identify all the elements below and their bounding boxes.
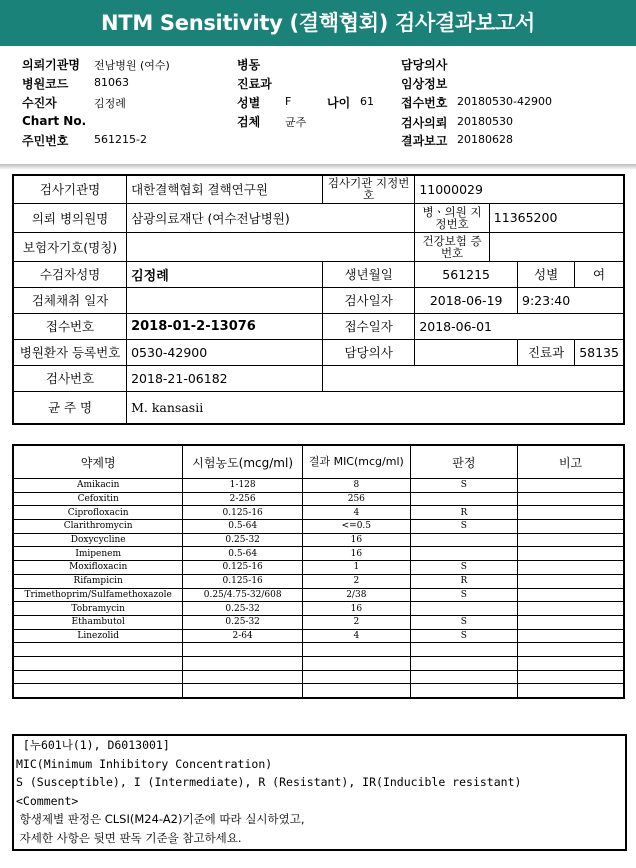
req-code-label: 병ㆍ의원 지정번호 <box>415 203 489 232</box>
health-ins-label: 건강보험 증번호 <box>415 232 489 261</box>
reg-label: 병원환자 등록번호 <box>13 339 127 365</box>
collect-date-label: 검체채취 일자 <box>13 287 127 313</box>
requesting-institution-value: 전남병원 (여수) <box>94 59 170 72</box>
table-row <box>13 643 624 657</box>
table-row <box>13 629 624 643</box>
cell-interp: R <box>410 506 517 520</box>
cell-remark <box>518 629 624 643</box>
table-row <box>13 492 624 506</box>
age-label: 나이 <box>327 96 351 110</box>
col-drug: 약제명 <box>13 445 183 479</box>
ward-label: 병동 <box>237 58 261 72</box>
col-test-range: 시험농도(mcg/ml) <box>183 445 303 479</box>
table-row <box>13 656 624 670</box>
test-time-value: 9:23:40 <box>518 287 625 313</box>
dept-cell-value: 58135 <box>575 339 624 365</box>
cell-drug <box>13 670 183 684</box>
reg-value: 0530-42900 <box>127 339 323 365</box>
inst-value: 대한결핵협회 결핵연구원 <box>127 175 323 203</box>
accession-number-label: 접수번호 <box>401 96 448 110</box>
sex-value: F <box>285 95 292 108</box>
patient-label: 수진자 <box>22 96 57 110</box>
req-value: 삼광의료재단 (여수전남병원) <box>127 203 415 232</box>
cell-drug <box>13 643 183 657</box>
col-interpretation: 판정 <box>410 445 517 479</box>
acc-label: 접수번호 <box>13 313 127 339</box>
cell-remark <box>518 506 624 520</box>
cell-interp: S <box>410 629 517 643</box>
cell-mic: 4 <box>302 506 410 520</box>
cell-remark <box>518 615 624 629</box>
specimen-value: 균주 <box>285 116 307 129</box>
health-ins-value <box>489 232 624 261</box>
patient-name-label: 수검자성명 <box>13 261 127 287</box>
cell-interp: S <box>410 520 517 534</box>
table-row <box>13 520 624 534</box>
acc-date-value: 2018-06-01 <box>415 313 624 339</box>
cell-remark <box>518 574 624 588</box>
cell-mic <box>302 643 410 657</box>
cell-mic: 4 <box>302 629 410 643</box>
cell-range: 0.25/4.75-32/608 <box>183 588 303 602</box>
susceptibility-table <box>12 444 625 699</box>
table-row <box>13 533 624 547</box>
insurer-label: 보험자기호(명칭) <box>13 232 127 261</box>
cell-drug: Doxycycline <box>13 533 183 547</box>
cell-mic: 8 <box>302 479 410 493</box>
cell-interp <box>410 643 517 657</box>
cell-drug: Imipenem <box>13 547 183 561</box>
sex-cell-value: 여 <box>575 261 624 287</box>
test-date-label: 검사일자 <box>322 287 414 313</box>
cell-mic: 1 <box>302 561 410 575</box>
dept-cell-label: 진료과 <box>518 339 575 365</box>
cell-range: 1-128 <box>183 479 303 493</box>
table-row <box>13 506 624 520</box>
sex-label: 성별 <box>237 96 261 110</box>
birth-value: 561215 <box>415 261 518 287</box>
specimen-label: 검체 <box>237 115 261 129</box>
birth-label: 생년월일 <box>322 261 414 287</box>
comment-mic-def: MIC(Minimum Inhibitory Concentration) <box>16 756 273 771</box>
organism-label: 균 주 명 <box>13 391 127 424</box>
col-remark: 비고 <box>518 445 624 479</box>
cell-range: 0.25-32 <box>183 533 303 547</box>
hospital-code-value: 81063 <box>94 76 129 89</box>
testno-value: 2018-21-06182 <box>127 365 323 391</box>
cell-drug <box>13 684 183 698</box>
header-divider <box>0 164 636 170</box>
attending-doctor-label: 담당의사 <box>401 58 448 72</box>
accession-number-value: 20180530-42900 <box>457 95 552 108</box>
cell-drug: Amikacin <box>13 479 183 493</box>
cell-remark <box>518 479 624 493</box>
cell-remark <box>518 602 624 616</box>
cell-drug: Rifampicin <box>13 574 183 588</box>
cell-interp <box>410 670 517 684</box>
cell-remark <box>518 547 624 561</box>
result-report-label: 결과보고 <box>401 134 448 148</box>
resident-number-value: 561215-2 <box>94 133 147 146</box>
req-label: 의뢰 병의원명 <box>13 203 127 232</box>
patient-name-value: 김정례 <box>127 261 323 287</box>
cell-range: 0.125-16 <box>183 574 303 588</box>
age-value: 61 <box>360 95 374 108</box>
table-row <box>13 684 624 698</box>
cell-mic <box>302 670 410 684</box>
cell-drug: Tobramycin <box>13 602 183 616</box>
cell-interp: S <box>410 588 517 602</box>
hospital-code-label: 병원코드 <box>22 77 69 91</box>
testno-blank <box>322 365 624 391</box>
organism-value: M. kansasii <box>127 391 624 424</box>
cell-range: 0.125-16 <box>183 506 303 520</box>
cell-mic: 2 <box>302 574 410 588</box>
cell-interp <box>410 684 517 698</box>
cell-range: 0.5-64 <box>183 547 303 561</box>
test-request-value: 20180530 <box>457 115 513 128</box>
cell-interp <box>410 547 517 561</box>
test-date-value: 2018-06-19 <box>415 287 518 313</box>
table-row <box>13 670 624 684</box>
patient-info-table <box>12 174 625 425</box>
cell-interp: S <box>410 615 517 629</box>
cell-remark <box>518 492 624 506</box>
cell-range: 0.125-16 <box>183 561 303 575</box>
cell-interp <box>410 602 517 616</box>
testno-label: 검사번호 <box>13 365 127 391</box>
cell-remark <box>518 520 624 534</box>
cell-interp <box>410 533 517 547</box>
comment-text-2: 자세한 사항은 뒷면 판독 기준을 참고하세요. <box>16 830 242 845</box>
col-mic: 결과 MIC(mcg/ml) <box>302 445 410 479</box>
report-title: NTM Sensitivity (결핵협회) 검사결과보고서 <box>0 0 636 46</box>
cell-remark <box>518 588 624 602</box>
chart-no-label: Chart No. <box>22 114 87 128</box>
inst-code-value: 11000029 <box>415 175 624 203</box>
acc-date-label: 접수일자 <box>322 313 414 339</box>
cell-interp <box>410 492 517 506</box>
department-label: 진료과 <box>237 77 272 91</box>
cell-range: 2-256 <box>183 492 303 506</box>
req-code-value: 11365200 <box>489 203 624 232</box>
cell-remark <box>518 561 624 575</box>
cell-drug: Cefoxitin <box>13 492 183 506</box>
result-report-value: 20180628 <box>457 133 513 146</box>
cell-mic: 2 <box>302 615 410 629</box>
cell-drug: Trimethoprim/Sulfamethoxazole <box>13 588 183 602</box>
table-row <box>13 561 624 575</box>
cell-drug: Ciprofloxacin <box>13 506 183 520</box>
cell-drug: Moxifloxacin <box>13 561 183 575</box>
doctor-value <box>415 339 518 365</box>
cell-interp <box>410 656 517 670</box>
cell-mic: <=0.5 <box>302 520 410 534</box>
cell-interp: R <box>410 574 517 588</box>
comment-legend: S (Susceptible), I (Intermediate), R (Resistant), IR(Inducible resistant) <box>16 775 522 790</box>
cell-remark <box>518 684 624 698</box>
acc-value: 2018-01-2-13076 <box>127 313 323 339</box>
table-row <box>13 574 624 588</box>
collect-date-value <box>127 287 323 313</box>
insurer-value <box>127 232 415 261</box>
sex-cell-label: 성별 <box>518 261 575 287</box>
comment-box <box>12 734 627 851</box>
cell-remark <box>518 670 624 684</box>
comment-code: [누601나(1), D6013001] <box>16 738 170 752</box>
cell-mic <box>302 684 410 698</box>
clinical-info-label: 임상정보 <box>401 77 448 91</box>
cell-drug: Clarithromycin <box>13 520 183 534</box>
patient-value: 김정례 <box>94 97 126 110</box>
cell-range: 0.25-32 <box>183 615 303 629</box>
cell-drug <box>13 656 183 670</box>
test-request-label: 검사의뢰 <box>401 116 448 130</box>
cell-range <box>183 684 303 698</box>
cell-remark <box>518 643 624 657</box>
inst-code-label: 검사기관 지정번호 <box>322 175 414 203</box>
cell-mic: 16 <box>302 547 410 561</box>
cell-drug: Ethambutol <box>13 615 183 629</box>
cell-range <box>183 643 303 657</box>
cell-range <box>183 670 303 684</box>
requesting-institution-label: 의뢰기관명 <box>22 58 80 72</box>
table-row <box>13 588 624 602</box>
cell-interp: S <box>410 561 517 575</box>
table-row <box>13 615 624 629</box>
cell-remark <box>518 656 624 670</box>
cell-range <box>183 656 303 670</box>
table-row <box>13 602 624 616</box>
resident-number-label: 주민번호 <box>22 134 69 148</box>
cell-interp: S <box>410 479 517 493</box>
cell-mic <box>302 656 410 670</box>
cell-mic: 256 <box>302 492 410 506</box>
cell-drug: Linezolid <box>13 629 183 643</box>
cell-range: 0.25-32 <box>183 602 303 616</box>
comment-heading: <Comment> <box>16 793 79 808</box>
cell-remark <box>518 533 624 547</box>
cell-range: 0.5-64 <box>183 520 303 534</box>
cell-mic: 16 <box>302 533 410 547</box>
doctor-label: 담당의사 <box>322 339 414 365</box>
cell-range: 2-64 <box>183 629 303 643</box>
table-row <box>13 479 624 493</box>
comment-text-1: 항생제별 판정은 CLSI(M24-A2)기준에 따라 실시하였고, <box>16 812 305 827</box>
table-row <box>13 547 624 561</box>
report-header <box>0 50 636 164</box>
inst-label: 검사기관명 <box>13 175 127 203</box>
cell-mic: 16 <box>302 602 410 616</box>
cell-mic: 2/38 <box>302 588 410 602</box>
